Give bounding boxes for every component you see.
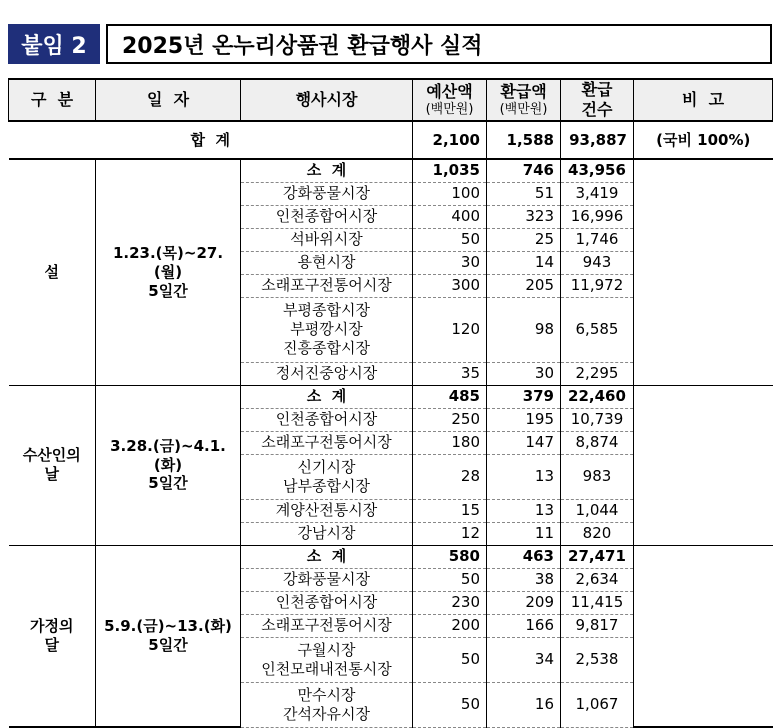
budget-value: 200 — [413, 614, 487, 637]
header-count-line2: 건수 — [581, 100, 613, 119]
market-name: 계양산전통시장 — [241, 499, 413, 522]
section-date-range: 1.23.(목)~27.(월) — [112, 244, 224, 281]
header-note: 비 고 — [634, 79, 773, 121]
refund-value: 25 — [487, 228, 561, 251]
count-value: 22,460 — [561, 385, 634, 408]
header-gubun: 구 분 — [9, 79, 96, 121]
refund-value: 51 — [487, 182, 561, 205]
market-name: 석바위시장 — [241, 228, 413, 251]
budget-value: 1,035 — [413, 159, 487, 182]
refund-value: 463 — [487, 545, 561, 568]
refund-value: 205 — [487, 274, 561, 297]
section-date-range: 5.9.(금)~13.(화) — [104, 617, 232, 635]
title-row — [8, 24, 772, 64]
count-value: 1,067 — [561, 682, 634, 727]
count-value: 16,996 — [561, 205, 634, 228]
refund-value: 13 — [487, 499, 561, 522]
market-name: 강화풍물시장 — [241, 568, 413, 591]
subtotal-row — [9, 545, 773, 568]
count-value: 9,817 — [561, 614, 634, 637]
budget-value: 50 — [413, 568, 487, 591]
budget-value: 50 — [413, 682, 487, 727]
count-value: 3,419 — [561, 182, 634, 205]
budget-value: 15 — [413, 499, 487, 522]
market-name: 인천종합어시장 — [241, 591, 413, 614]
budget-value: 120 — [413, 297, 487, 362]
section-date — [96, 385, 241, 545]
market-name: 소 계 — [241, 545, 413, 568]
section-name: 설 — [9, 159, 96, 385]
section-name: 가정의 달 — [9, 545, 96, 727]
market-name: 만수시장 간석자유시장 — [241, 682, 413, 727]
subtotal-row — [9, 385, 773, 408]
market-name: 소래포구전통어시장 — [241, 431, 413, 454]
count-value: 820 — [561, 522, 634, 545]
budget-value: 180 — [413, 431, 487, 454]
market-name: 정서진중앙시장 — [241, 362, 413, 385]
section-note — [634, 545, 773, 727]
market-name: 부평종합시장 부평깡시장 진흥종합시장 — [241, 297, 413, 362]
count-value: 2,295 — [561, 362, 634, 385]
market-name: 소 계 — [241, 385, 413, 408]
header-budget — [413, 79, 487, 121]
total-note: (국비 100%) — [634, 121, 773, 159]
count-value: 1,044 — [561, 499, 634, 522]
budget-value: 485 — [413, 385, 487, 408]
refund-value: 11 — [487, 522, 561, 545]
count-value: 2,538 — [561, 637, 634, 682]
section-duration: 5일간 — [148, 281, 188, 300]
budget-value: 50 — [413, 637, 487, 682]
refund-value: 16 — [487, 682, 561, 727]
market-name: 강화풍물시장 — [241, 182, 413, 205]
total-count: 93,887 — [561, 121, 634, 159]
subtotal-row — [9, 159, 773, 182]
budget-value: 35 — [413, 362, 487, 385]
market-name: 구월시장 인천모래내전통시장 — [241, 637, 413, 682]
budget-value: 28 — [413, 454, 487, 499]
budget-value: 230 — [413, 591, 487, 614]
refund-value: 746 — [487, 159, 561, 182]
budget-value: 580 — [413, 545, 487, 568]
refund-value: 323 — [487, 205, 561, 228]
market-name: 강남시장 — [241, 522, 413, 545]
market-name: 소래포구전통어시장 — [241, 614, 413, 637]
header-refund — [487, 79, 561, 121]
total-refund: 1,588 — [487, 121, 561, 159]
refund-value: 38 — [487, 568, 561, 591]
section-note — [634, 385, 773, 545]
results-table — [8, 78, 773, 728]
section-duration: 5일간 — [148, 474, 188, 493]
refund-value: 195 — [487, 408, 561, 431]
refund-value: 30 — [487, 362, 561, 385]
header-budget-label: 예산액 — [426, 81, 473, 101]
refund-value: 98 — [487, 297, 561, 362]
refund-value: 34 — [487, 637, 561, 682]
total-budget: 2,100 — [413, 121, 487, 159]
count-value: 1,746 — [561, 228, 634, 251]
count-value: 983 — [561, 454, 634, 499]
market-name: 인천종합어시장 — [241, 205, 413, 228]
count-value: 2,634 — [561, 568, 634, 591]
market-name: 소 계 — [241, 159, 413, 182]
page-title: 2025년 온누리상품권 환급행사 실적 — [106, 24, 772, 64]
header-refund-unit: (백만원) — [499, 101, 548, 117]
count-value: 43,956 — [561, 159, 634, 182]
total-label: 합 계 — [9, 121, 413, 159]
market-name: 인천종합어시장 — [241, 408, 413, 431]
header-market: 행사시장 — [241, 79, 413, 121]
section-date-range: 3.28.(금)~4.1.(화) — [110, 436, 226, 474]
refund-value: 166 — [487, 614, 561, 637]
count-value: 11,415 — [561, 591, 634, 614]
budget-value: 400 — [413, 205, 487, 228]
section-date — [96, 545, 241, 727]
total-row — [9, 121, 773, 159]
attachment-badge: 붙임 2 — [8, 24, 100, 64]
count-value: 943 — [561, 251, 634, 274]
budget-value: 50 — [413, 228, 487, 251]
market-name: 신기시장 남부종합시장 — [241, 454, 413, 499]
section-note — [634, 159, 773, 385]
section-name: 수산인의 날 — [9, 385, 96, 545]
header-count-line1: 환급 — [581, 80, 613, 99]
market-name: 용현시장 — [241, 251, 413, 274]
refund-value: 379 — [487, 385, 561, 408]
count-value: 10,739 — [561, 408, 634, 431]
header-budget-unit: (백만원) — [425, 101, 474, 117]
refund-value: 14 — [487, 251, 561, 274]
section-date — [96, 159, 241, 385]
refund-value: 209 — [487, 591, 561, 614]
budget-value: 12 — [413, 522, 487, 545]
header-refund-label: 환급액 — [500, 81, 547, 101]
count-value: 6,585 — [561, 297, 634, 362]
header-date: 일 자 — [96, 79, 241, 121]
refund-value: 13 — [487, 454, 561, 499]
budget-value: 100 — [413, 182, 487, 205]
section-duration: 5일간 — [148, 635, 188, 654]
budget-value: 30 — [413, 251, 487, 274]
budget-value: 250 — [413, 408, 487, 431]
refund-value: 147 — [487, 431, 561, 454]
header-count — [561, 79, 634, 121]
budget-value: 300 — [413, 274, 487, 297]
count-value: 11,972 — [561, 274, 634, 297]
count-value: 27,471 — [561, 545, 634, 568]
market-name: 소래포구전통어시장 — [241, 274, 413, 297]
count-value: 8,874 — [561, 431, 634, 454]
